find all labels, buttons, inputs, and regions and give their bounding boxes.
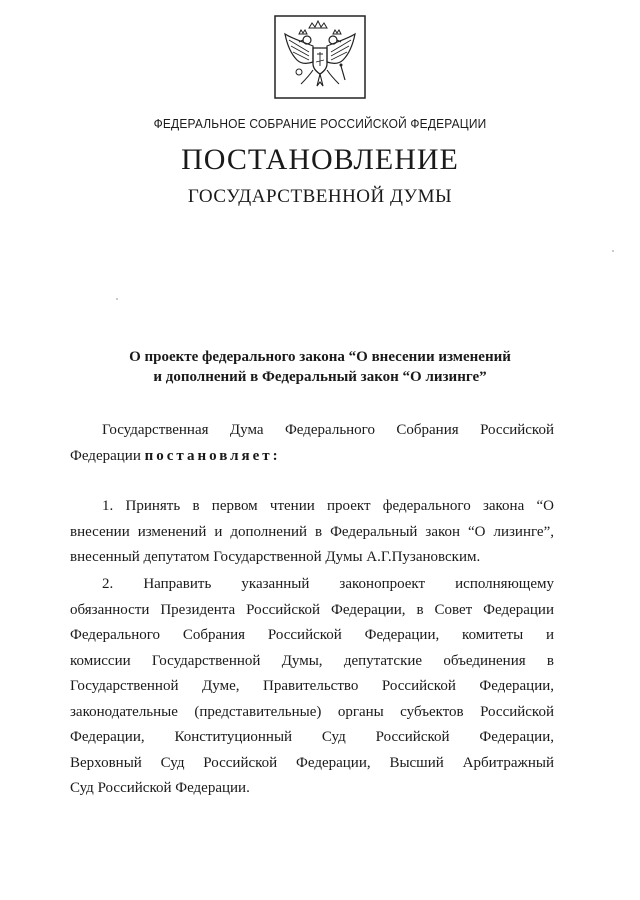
paragraph-line: 1. Принять в первом чтении проект федерального закона “О [102,498,554,514]
clause-2-paragraph [70,572,554,802]
paragraph-line: законодательные (представительные) органы субъектов Российской [70,703,554,720]
scan-speck [612,250,614,252]
coat-of-arms-icon [273,14,367,100]
paragraph-line: Государственной Думе, Правительство Российской Федерации, [70,678,554,694]
paragraph-line: Федерации, Конституционный Суд Российской Федерации, [70,729,554,745]
clause-1-paragraph [70,494,554,571]
paragraph-line: внесении изменений и дополнений в Федеральный закон “О лизинге”, [70,523,554,540]
paragraph-line: Федерального Собрания Российской Федерации, комитеты и [70,627,554,643]
paragraph-line: комиссии Государственной Думы, депутатские объединения в [70,652,554,669]
preamble-paragraph [70,418,554,469]
document-issuer: ГОСУДАРСТВЕННОЙ ДУМЫ [187,186,453,207]
paragraph-line: Государственная Дума Федерального Собрания Российской [102,422,554,438]
scan-speck [116,298,118,300]
paragraph-line: 2. Направить указанный законопроект исполняющему [102,576,554,592]
paragraph-line [70,444,554,470]
subject-line: и дополнений в Федеральный закон “О лизинге” [153,369,487,385]
preamble-action: постановляет: [144,447,281,464]
preamble-prefix: Федерации [70,447,145,464]
subject-line: О проекте федерального закона “О внесении изменений [129,349,511,365]
document-type: ПОСТАНОВЛЕНИЕ [181,143,459,176]
paragraph-line: внесенный депутатом Государственной Думы А.Г.Пузановским. [70,549,481,565]
paragraph-line: Верховный Суд Российской Федерации, Высший Арбитражный [70,754,554,771]
assembly-name: ФЕДЕРАЛЬНОЕ СОБРАНИЕ РОССИЙСКОЙ ФЕДЕРАЦИИ [153,116,487,131]
document-subject [0,347,640,387]
paragraph-line: Суд Российской Федерации. [70,780,250,796]
paragraph-line: обязанности Президента Российской Федерации, в Совет Федерации [70,601,554,618]
